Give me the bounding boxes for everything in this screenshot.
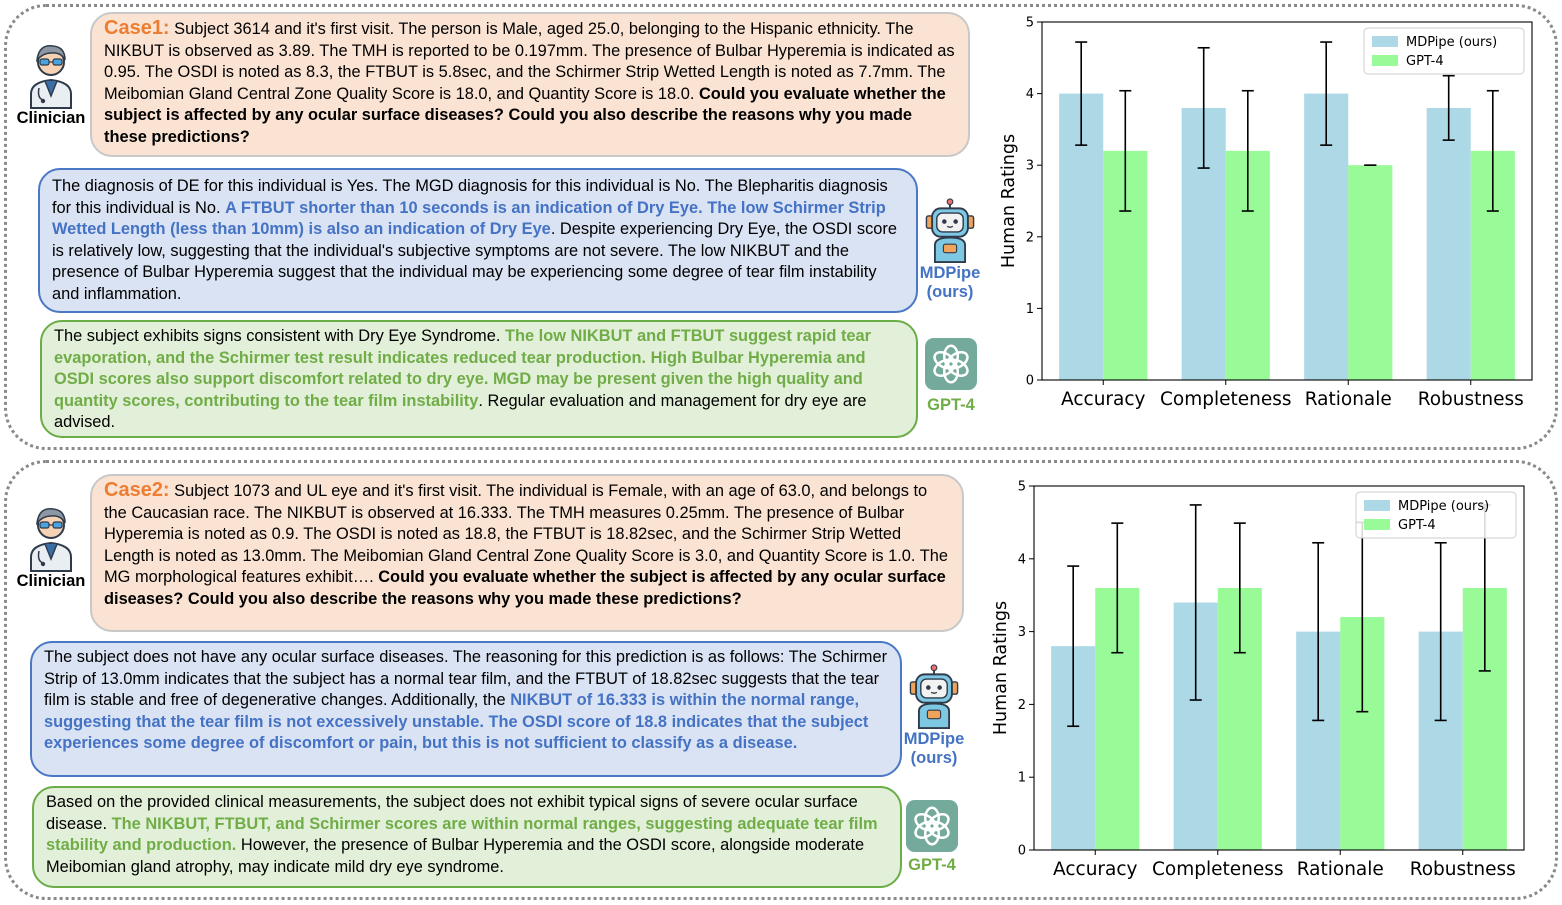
gpt4-label: GPT-4: [927, 396, 975, 414]
case2-label: Case2:: [104, 479, 170, 501]
doctor-icon: [21, 37, 81, 109]
case2-mdpipe-bubble: [30, 641, 902, 777]
case2-mdpipe-highlight: NIKBUT of 16.333 is within the normal range, suggesting that the tear film is not excessively unstable. The OSDI score of 18.8 indicates that the subject experiences some degree of discomfort or pain, but this is not sufficient to classify as a disease.: [44, 691, 869, 752]
clinician-avatar: [10, 37, 92, 128]
legend-label: MDPipe (ours): [1406, 35, 1498, 50]
case1-mdpipe-text1: The diagnosis of DE for this individual is Yes. The MGD diagnosis for this individual is No. The Blepharitis diagnosis for this individual is No.: [52, 177, 888, 217]
y-tick-label: 3: [1025, 158, 1034, 174]
case2-question-text: Subject 1073 and UL eye and it's first visit. The individual is Female, with an age of 63.0, and belongs to the Caucasian race. The NIKBUT is observed at 16.333. The TMH measures 0.25mm. The presence of Bulbar Hyperemia is noted as 0.9. The OSDI is noted as 18.8, the FTBUT is 18.82sec, and the Schirmer Strip Wetted Length is noted as 13.0mm. The Meibomian Gland Central Zone Quality Score is 3.0, and Quantity Score is 1.0. The MG morphological features exhibit….: [104, 482, 948, 586]
y-tick-label: 0: [1017, 843, 1026, 859]
y-tick-label: 4: [1017, 552, 1026, 568]
legend-swatch: [1372, 36, 1398, 47]
y-tick-label: 1: [1017, 770, 1026, 786]
y-tick-label: 3: [1017, 625, 1026, 641]
mdpipe-avatar-2: [896, 664, 972, 768]
doctor-icon: [21, 500, 81, 572]
x-tick-label: Rationale: [1296, 859, 1384, 880]
mdpipe-label-ours-2: (ours): [910, 749, 958, 767]
y-tick-label: 5: [1025, 15, 1034, 31]
legend-swatch: [1372, 55, 1398, 66]
case2-gpt4-highlight: The NIKBUT, FTBUT, and Schirmer scores are within normal ranges, suggesting adequate tear film stability and production.: [46, 814, 878, 854]
case1-mdpipe-bubble: [38, 168, 918, 313]
y-tick-label: 2: [1025, 230, 1034, 246]
openai-icon: [925, 338, 977, 390]
mdpipe-label-2: MDPipe: [903, 730, 965, 748]
mdpipe-label-ours: (ours): [926, 283, 974, 301]
case2-gpt4-text2: However, the presence of Bulbar Hyperemia and the OSDI score, alongside moderate Meibomian gland atrophy, may indicate mild dry eye syndrome.: [46, 836, 865, 876]
gpt4-avatar-2: [894, 800, 970, 875]
y-tick-label: 5: [1017, 479, 1026, 495]
legend-label: MDPipe (ours): [1398, 499, 1490, 514]
y-tick-label: 0: [1025, 373, 1034, 389]
case1-gpt4-text1: The subject exhibits signs consistent with Dry Eye Syndrome.: [54, 327, 501, 345]
case1-gpt4-highlight: The low NIKBUT and FTBUT suggest rapid tear evaporation, and the Schirmer test result indicates reduced tear production. High Bulbar Hyperemia and OSDI scores also support discomfort related to dry eye. MGD may be present given the high quality and quantity scores, contributing to the tear film instability: [54, 327, 872, 410]
case1-question-text: Subject 3614 and it's first visit. The person is Male, aged 25.0, belonging to the Hispanic ethnicity. The NIKBUT is observed as 3.89. The TMH is reported to be 0.197mm. The presence of Bulbar Hyperemia is indicated as 0.95. The OSDI is noted as 8.3, the FTBUT is 5.8sec, and the Schirmer Strip Wetted Length is noted as 7.7mm. The Meibomian Gland Central Zone Quality Score is 18.0, and Quantity Score is 18.0.: [104, 20, 955, 103]
y-tick-label: 2: [1017, 697, 1026, 713]
case2-gpt4-bubble: [32, 786, 902, 888]
robot-icon: [921, 198, 979, 264]
x-tick-label: Robustness: [1417, 389, 1524, 410]
x-tick-label: Completeness: [1151, 859, 1284, 880]
bar-mdpipe-robustness: [1427, 108, 1471, 380]
clinician-label-2: Clinician: [16, 572, 86, 590]
case1-mdpipe-highlight: A FTBUT shorter than 10 seconds is an indication of Dry Eye. The low Schirmer Strip Wetted Length (less than 10mm) is also an indication of Dry Eye: [52, 198, 886, 238]
clinician-label: Clinician: [16, 109, 86, 127]
mdpipe-label: MDPipe: [919, 264, 981, 282]
legend-label: GPT-4: [1406, 54, 1444, 69]
case1-question-bold: Could you evaluate whether the subject is affected by any ocular surface diseases? Could you also describe the reasons why you made these predictions?: [104, 84, 946, 146]
legend-swatch: [1364, 500, 1390, 511]
case2-question-bubble: [90, 474, 964, 632]
robot-icon: [905, 664, 963, 730]
case1-question-bubble: [90, 12, 970, 157]
gpt4-avatar: [913, 338, 989, 415]
legend-swatch: [1364, 519, 1390, 530]
case1-mdpipe-text2: . Despite experiencing Dry Eye, the OSDI score is relatively low, suggesting that the individual's subjective symptoms are not severe. The low NIKBUT and the presence of Bulbar Hyperemia suggest that the individual may be experiencing some degree of tear film instability and inflammation.: [52, 220, 897, 303]
case2-mdpipe-text1: The subject does not have any ocular surface diseases. The reasoning for this prediction is as follows: The Schirmer Strip of 13.0mm indicates that the subject has a normal tear film, and the FTBUT of 18.82sec suggests that the tear film is stable and free of degenerative changes. Additionally, the: [44, 648, 888, 709]
case1-gpt4-text2: . Regular evaluation and management for dry eye are advised.: [54, 391, 867, 431]
x-tick-label: Accuracy: [1061, 389, 1146, 410]
legend-label: GPT-4: [1398, 518, 1436, 533]
case1-label: Case1:: [104, 17, 170, 39]
gpt4-label-2: GPT-4: [908, 856, 956, 874]
mdpipe-avatar: [912, 198, 988, 302]
y-tick-label: 1: [1025, 301, 1034, 317]
x-tick-label: Rationale: [1304, 389, 1392, 410]
case2-gpt4-text1: Based on the provided clinical measurements, the subject does not exhibit typical signs of severe ocular surface disease.: [46, 793, 858, 833]
openai-icon: [906, 800, 958, 852]
case1-gpt4-bubble: [40, 320, 918, 438]
y-tick-label: 4: [1025, 87, 1034, 103]
y-axis-label: Human Ratings: [991, 600, 1011, 736]
case2-ratings-chart: [972, 472, 1552, 892]
y-axis-label: Human Ratings: [999, 133, 1019, 269]
clinician-avatar-2: [10, 500, 92, 591]
bar-gpt4-rationale: [1348, 165, 1392, 380]
x-tick-label: Accuracy: [1053, 859, 1138, 880]
case2-question-bold: Could you evaluate whether the subject is affected by any ocular surface diseases? Could you also describe the reasons why you made these predictions?: [104, 568, 946, 608]
x-tick-label: Completeness: [1159, 389, 1292, 410]
case1-ratings-chart: [982, 8, 1552, 428]
x-tick-label: Robustness: [1409, 859, 1516, 880]
